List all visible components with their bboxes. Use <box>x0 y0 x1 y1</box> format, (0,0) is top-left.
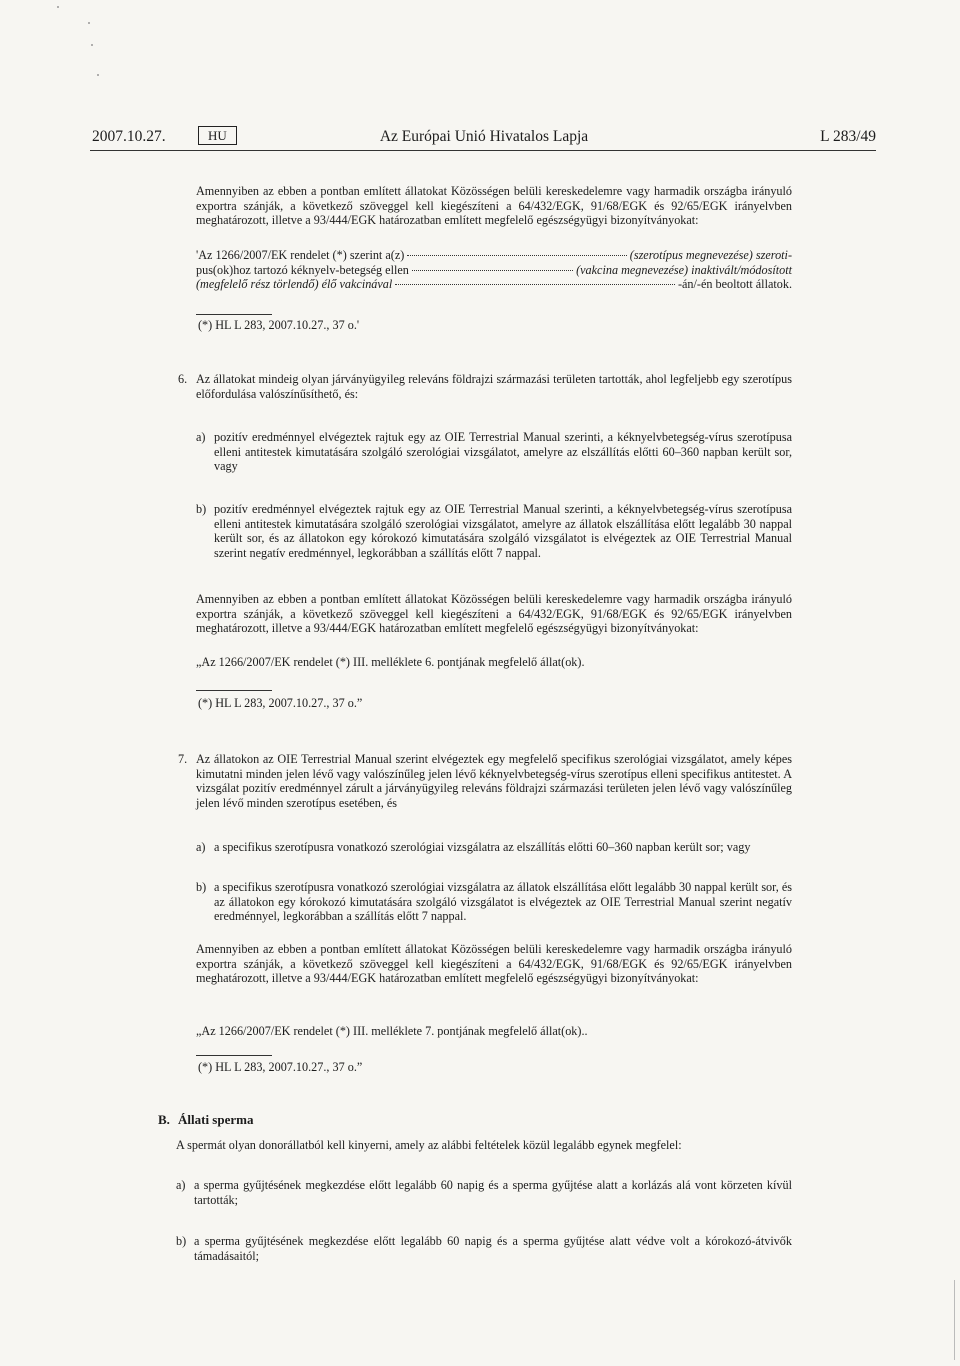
footnote-rule <box>196 314 272 315</box>
scan-edge <box>954 1280 955 1360</box>
point-7-text: Az állatokon az OIE Terrestrial Manual szerint elvégeztek egy megfelelő specifikus szerológiai vizsgálatot, amely képes kimutatni minden jelen lévő vagy valószínűleg jelen lévő kéknyelvbetegség-vírus szerotípus elleni specifikus antitestet. A vizsgálat pozitív eredménnyel zárult a járványügyileg releváns földrajzi származási területen jelen lévő vagy valószínűleg jelen lévő minden szerotípus esetében, és <box>196 752 792 810</box>
form-line-2: pus(ok)hoz tartozó kéknyelv-betegség ellen (vakcina megnevezése) inaktivált/módosított <box>196 262 792 277</box>
item-label: a) <box>196 430 206 444</box>
scan-speck <box>97 74 99 76</box>
scan-speck <box>88 22 90 24</box>
language-badge: HU <box>198 126 237 145</box>
item-label: b) <box>176 1234 187 1248</box>
item-label: b) <box>196 880 207 894</box>
intro-paragraph: Amennyiben az ebben a pontban említett állatokat Közösségen belüli kereskedelemre vagy harmadik országba irányuló exportra szánják, a következő szöveggel kell kiegészíteni a 64/432/EGK, 91/68/EGK és 92/65/EGK irányelvben meghatározott, illetve a 93/444/EGK határozatban említett megfelelő egészségyügyi bizonyítványokat: <box>196 184 792 228</box>
point-number: 6. <box>178 372 188 386</box>
item-label: a) <box>176 1178 186 1192</box>
section-b-a-text: a sperma gyűjtésének megkezdése előtt legalább 60 napig és a sperma gyűjtése alatt a korlázás alá vont körzeten kívül tartották; <box>194 1178 792 1207</box>
point-6-text: Az állatokat mindeig olyan járványügyileg releváns földrajzi származási területen tartották, ahol legfeljebb egy szerotípus előfordulása valószínűsíthető, és: <box>196 372 792 401</box>
footnote-rule <box>196 1055 272 1056</box>
scan-speck <box>57 6 59 8</box>
section-b-intro: A spermát olyan donorállatból kell kinyerni, amely az alábbi feltételek közül legalább egynek megfelel: <box>176 1138 682 1152</box>
fill-in-dots <box>412 270 573 271</box>
page-reference: L 283/49 <box>820 128 876 145</box>
footnote: (*) HL L 283, 2007.10.27., 37 o.” <box>198 1060 363 1074</box>
section-label: B. <box>158 1112 170 1127</box>
point-7a-text: a specifikus szerotípusra vonatkozó szerológiai vizsgálatra az elszállítás előtti 60–360 napban került sor; vagy <box>214 840 751 854</box>
point-6b-text: pozitív eredménnyel elvégeztek rajtuk egy az OIE Terrestrial Manual szerinti, a kéknyelvbetegség-vírus szerotípusa elleni antitestek kimutatására szolgáló szerológiai vizsgálatot, amelyre az állatok elszállítása előtt legalább 30 nappal került sor, és az állatokon egy kórokozó kimutatására szolgáló vizsgálatot is elvégeztek az OIE Terrestrial Manual szerint negatív eredménnyel, legkorábban a szállítás előtt 7 nappal. <box>214 502 792 560</box>
fill-in-dots <box>395 284 675 285</box>
footnote-rule <box>196 690 272 691</box>
item-label: b) <box>196 502 207 516</box>
certificate-form-text <box>196 248 792 292</box>
point-6-quote: „Az 1266/2007/EK rendelet (*) III. melléklete 6. pontjának megfelelő állat(ok). <box>196 655 585 669</box>
page-header <box>92 128 876 152</box>
point-6-amendment: Amennyiben az ebben a pontban említett állatokat Közösségen belüli kereskedelemre vagy harmadik országba irányuló exportra szánják, a következő szöveggel kell kiegészíteni a 64/432/EGK, 91/68/EGK és 92/65/EGK irányelvben meghatározott, illetve a 93/444/EGK határozatban említett megfelelő egészségyügyi bizonyítványokat: <box>196 592 792 636</box>
header-rule <box>90 150 876 151</box>
journal-title: Az Európai Unió Hivatalos Lapja <box>379 128 589 145</box>
header-date: 2007.10.27. <box>92 128 166 145</box>
point-number: 7. <box>178 752 188 766</box>
footnote: (*) HL L 283, 2007.10.27., 37 o.” <box>198 696 363 710</box>
form-line-1: 'Az 1266/2007/EK rendelet (*) szerint a(z) (szerotípus megnevezése) szeroti- <box>196 248 792 262</box>
point-6a-text: pozitív eredménnyel elvégeztek rajtuk egy az OIE Terrestrial Manual szerinti, a kéknyelvbetegség-vírus szerotípusa elleni antitestek kimutatására szolgáló szerológiai vizsgálatot, amelyre az elszállítás előtti 60–360 napban került sor, vagy <box>214 430 792 474</box>
section-b-b-text: a sperma gyűjtésének megkezdése előtt legalább 60 napig és a sperma gyűjtése alatt védve volt a kórokozó-átvivők támadásaitól; <box>194 1234 792 1263</box>
footnote: (*) HL L 283, 2007.10.27., 37 o.' <box>198 318 360 332</box>
form-line-3: (megfelelő rész törlendő) élő vakcinával -án/-én beoltott állatok. <box>196 277 792 292</box>
section-title: Állati sperma <box>178 1112 254 1127</box>
point-7-quote: „Az 1266/2007/EK rendelet (*) III. melléklete 7. pontjának megfelelő állat(ok).. <box>196 1024 588 1038</box>
fill-in-dots <box>407 255 626 256</box>
scan-speck <box>91 44 93 46</box>
point-7b-text: a specifikus szerotípusra vonatkozó szerológiai vizsgálatra az állatok elszállítása előtt legalább 30 nappal került sor, és az állatokon egy kórokozó kimutatására szolgáló vizsgálatot is elvégeztek az OIE Terrestrial Manual szerint negatív eredménnyel, legkorábban a szállítás előtt 7 nappal. <box>214 880 792 924</box>
point-7-amendment: Amennyiben az ebben a pontban említett állatokat Közösségen belüli kereskedelemre vagy harmadik országba irányuló exportra szánják, a következő szöveggel kell kiegészíteni a 64/432/EGK, 91/68/EGK és 92/65/EGK irányelvben meghatározott, illetve a 93/444/EGK határozatban említett megfelelő egészségyügyi bizonyítványokat: <box>196 942 792 986</box>
item-label: a) <box>196 840 206 854</box>
